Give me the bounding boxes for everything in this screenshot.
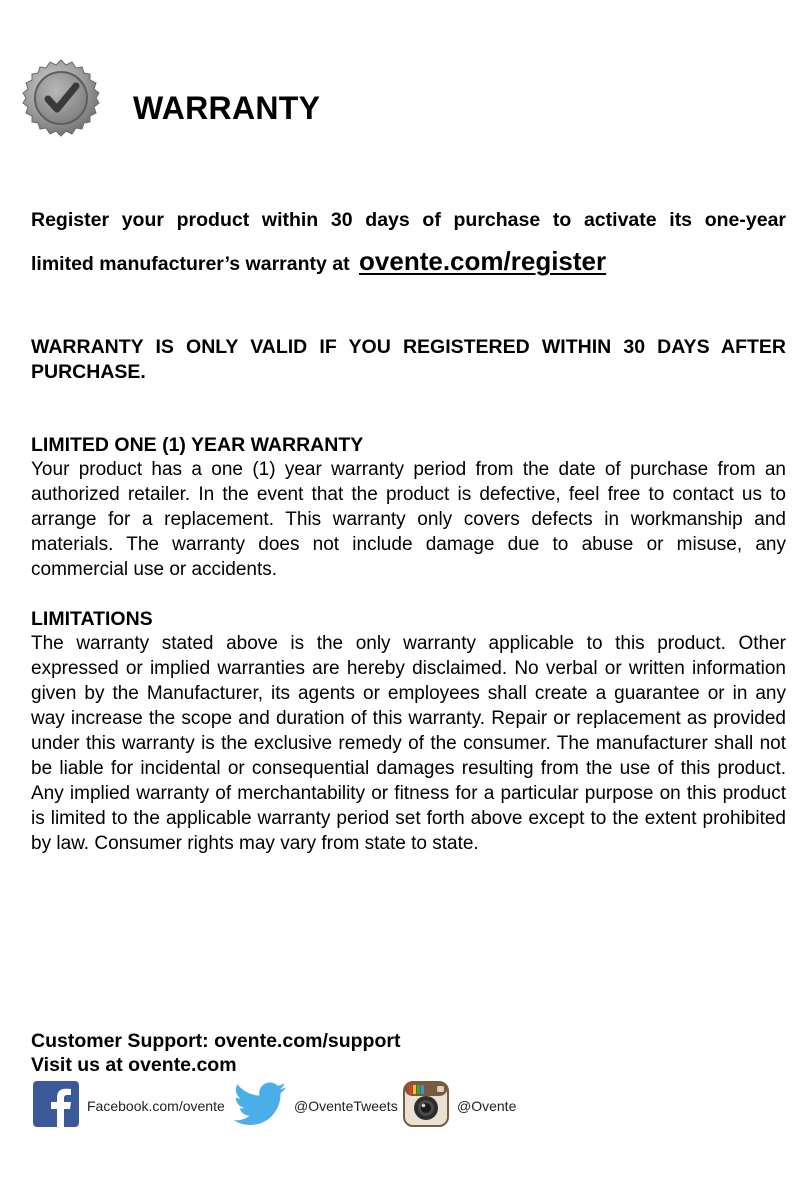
register-link[interactable]: ovente.com/register bbox=[359, 246, 607, 276]
twitter-icon bbox=[234, 1081, 286, 1132]
instagram-link[interactable] bbox=[403, 1082, 516, 1130]
facebook-link[interactable] bbox=[33, 1082, 225, 1130]
page-title: WARRANTY bbox=[133, 90, 321, 126]
checkmark-seal-icon bbox=[21, 58, 101, 138]
visit-website-text: Visit us at ovente.com bbox=[31, 1054, 237, 1076]
customer-support-text: Customer Support: ovente.com/support bbox=[31, 1030, 401, 1052]
warranty-body: Your product has a one (1) year warranty period from the date of purchase from an authorized retailer. In the event that the product is defective, feel free to contact us to arrange for a replacement. This warranty only covers defects in workmanship and materials. The warranty does not include damage due to abuse or misuse, any commercial use or accidents. bbox=[31, 459, 786, 580]
warranty-heading: LIMITED ONE (1) YEAR WARRANTY bbox=[31, 434, 364, 456]
register-text-line1: Register your product within 30 days of purchase to activate its one-year bbox=[31, 209, 786, 231]
register-text-line2 bbox=[31, 246, 606, 277]
limitations-heading: LIMITATIONS bbox=[31, 608, 153, 630]
instagram-icon bbox=[403, 1081, 449, 1132]
twitter-link[interactable] bbox=[234, 1082, 398, 1130]
facebook-label: Facebook.com/ovente bbox=[87, 1098, 225, 1114]
instagram-label: @Ovente bbox=[457, 1098, 517, 1114]
facebook-icon bbox=[33, 1081, 79, 1132]
limitations-body: The warranty stated above is the only warranty applicable to this product. Other expressed or implied warranties are hereby disclaimed. No verbal or written information given by the Manufacturer, its agents or employees shall create a guarantee or in any way increase the scope and duration of this warranty. Repair or replacement as provided under this warranty is the exclusive remedy of the consumer. The manufacturer shall not be liable for incidental or consequential damages resulting from the use of this product. Any implied warranty of merchantability or fitness for a particular purpose on this product is limited to the applicable warranty period set forth above except to the extent prohibited by law. Consumer rights may vary from state to state. bbox=[31, 633, 786, 854]
twitter-label: @OventeTweets bbox=[294, 1098, 398, 1114]
validity-notice: WARRANTY IS ONLY VALID IF YOU REGISTERED WITHIN 30 DAYS AFTER PURCHASE. bbox=[31, 336, 786, 383]
register-text: limited manufacturer’s warranty at bbox=[31, 253, 350, 275]
